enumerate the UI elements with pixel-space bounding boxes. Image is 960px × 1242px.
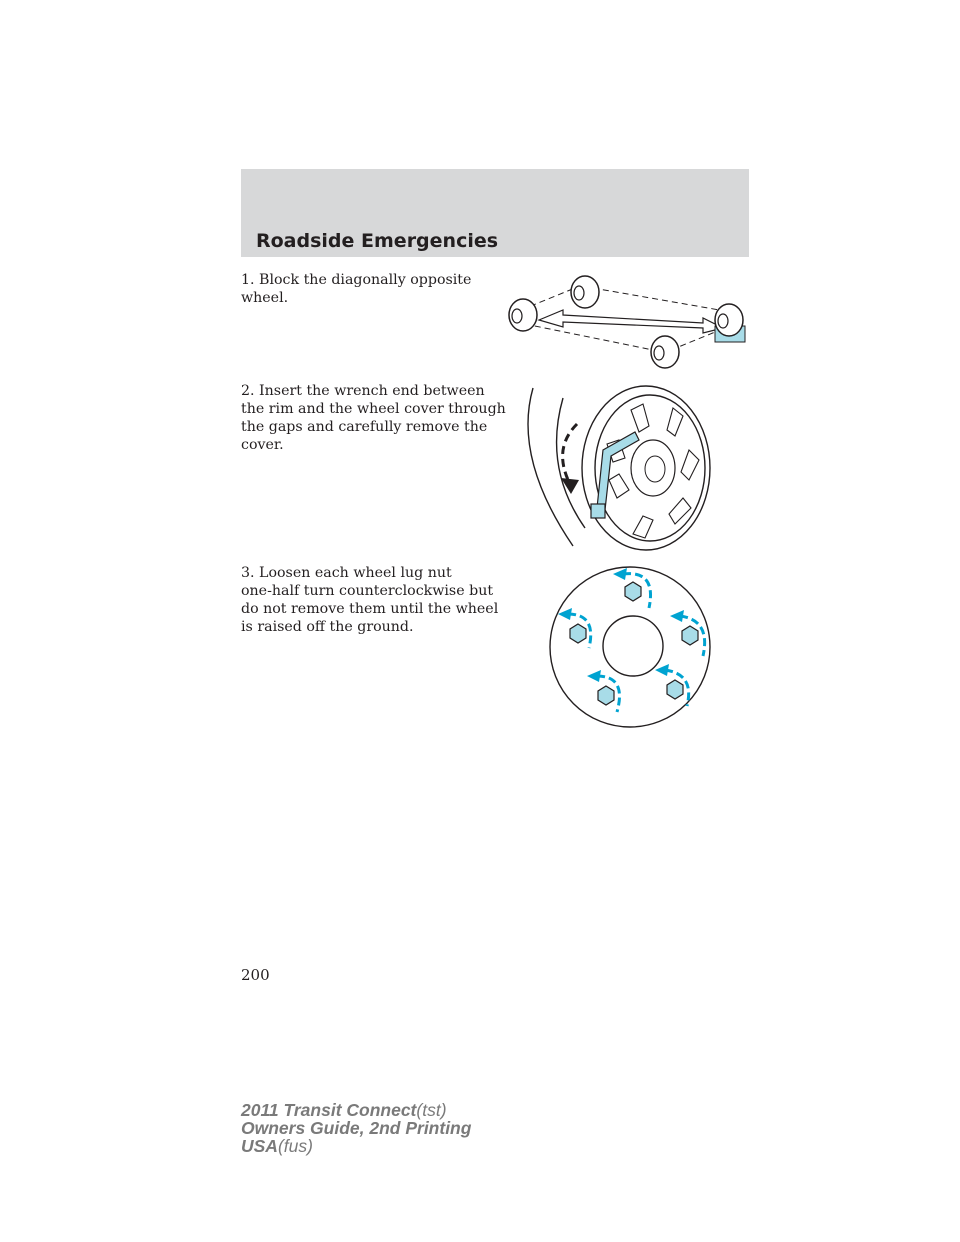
block-wheel-illustration [503,270,753,380]
step-3-line-4: is raised off the ground. [241,619,414,635]
step-2-line-3: the gaps and carefully remove the [241,419,488,435]
step-1-line-2: wheel. [241,290,289,306]
step-2-line-2: the rim and the wheel cover through [241,401,506,417]
footer-line-3 [241,1137,471,1155]
wheel-cover-icon [595,395,705,541]
footer-line-1 [241,1101,471,1119]
lug-nut-illustration [545,560,715,730]
wheel-bottom-icon [651,336,679,368]
step-2-line-4: cover. [241,437,284,453]
footer-market-code: (fus) [277,1136,313,1156]
step-3-line-3: do not remove them until the wheel [241,601,499,617]
rotate-arrow-icon [561,424,579,494]
footer-model: 2011 Transit Connect [241,1100,417,1120]
footer-market: USA [241,1136,278,1156]
section-title: Roadside Emergencies [256,230,499,252]
step-3-text [241,564,503,636]
step-2-text [241,382,506,454]
step-1-text [241,271,503,307]
step-3-line-2: one-half turn counterclockwise but [241,583,494,599]
step-2-line-1: 2. Insert the wrench end between [241,383,485,399]
step-1-line-1: 1. Block the diagonally opposite [241,272,472,288]
wheel-top-icon [571,276,599,308]
diagonal-arrow-icon [539,310,723,333]
footer [241,1101,471,1155]
footer-model-code: (tst) [416,1100,447,1120]
wheel-left-icon [509,299,537,331]
wheel-blocked-icon [715,304,745,342]
page-number: 200 [241,966,270,984]
wheel-cover-removal-illustration [503,368,753,553]
step-3-line-1: 3. Loosen each wheel lug nut [241,565,452,581]
footer-line-2: Owners Guide, 2nd Printing [241,1118,472,1138]
